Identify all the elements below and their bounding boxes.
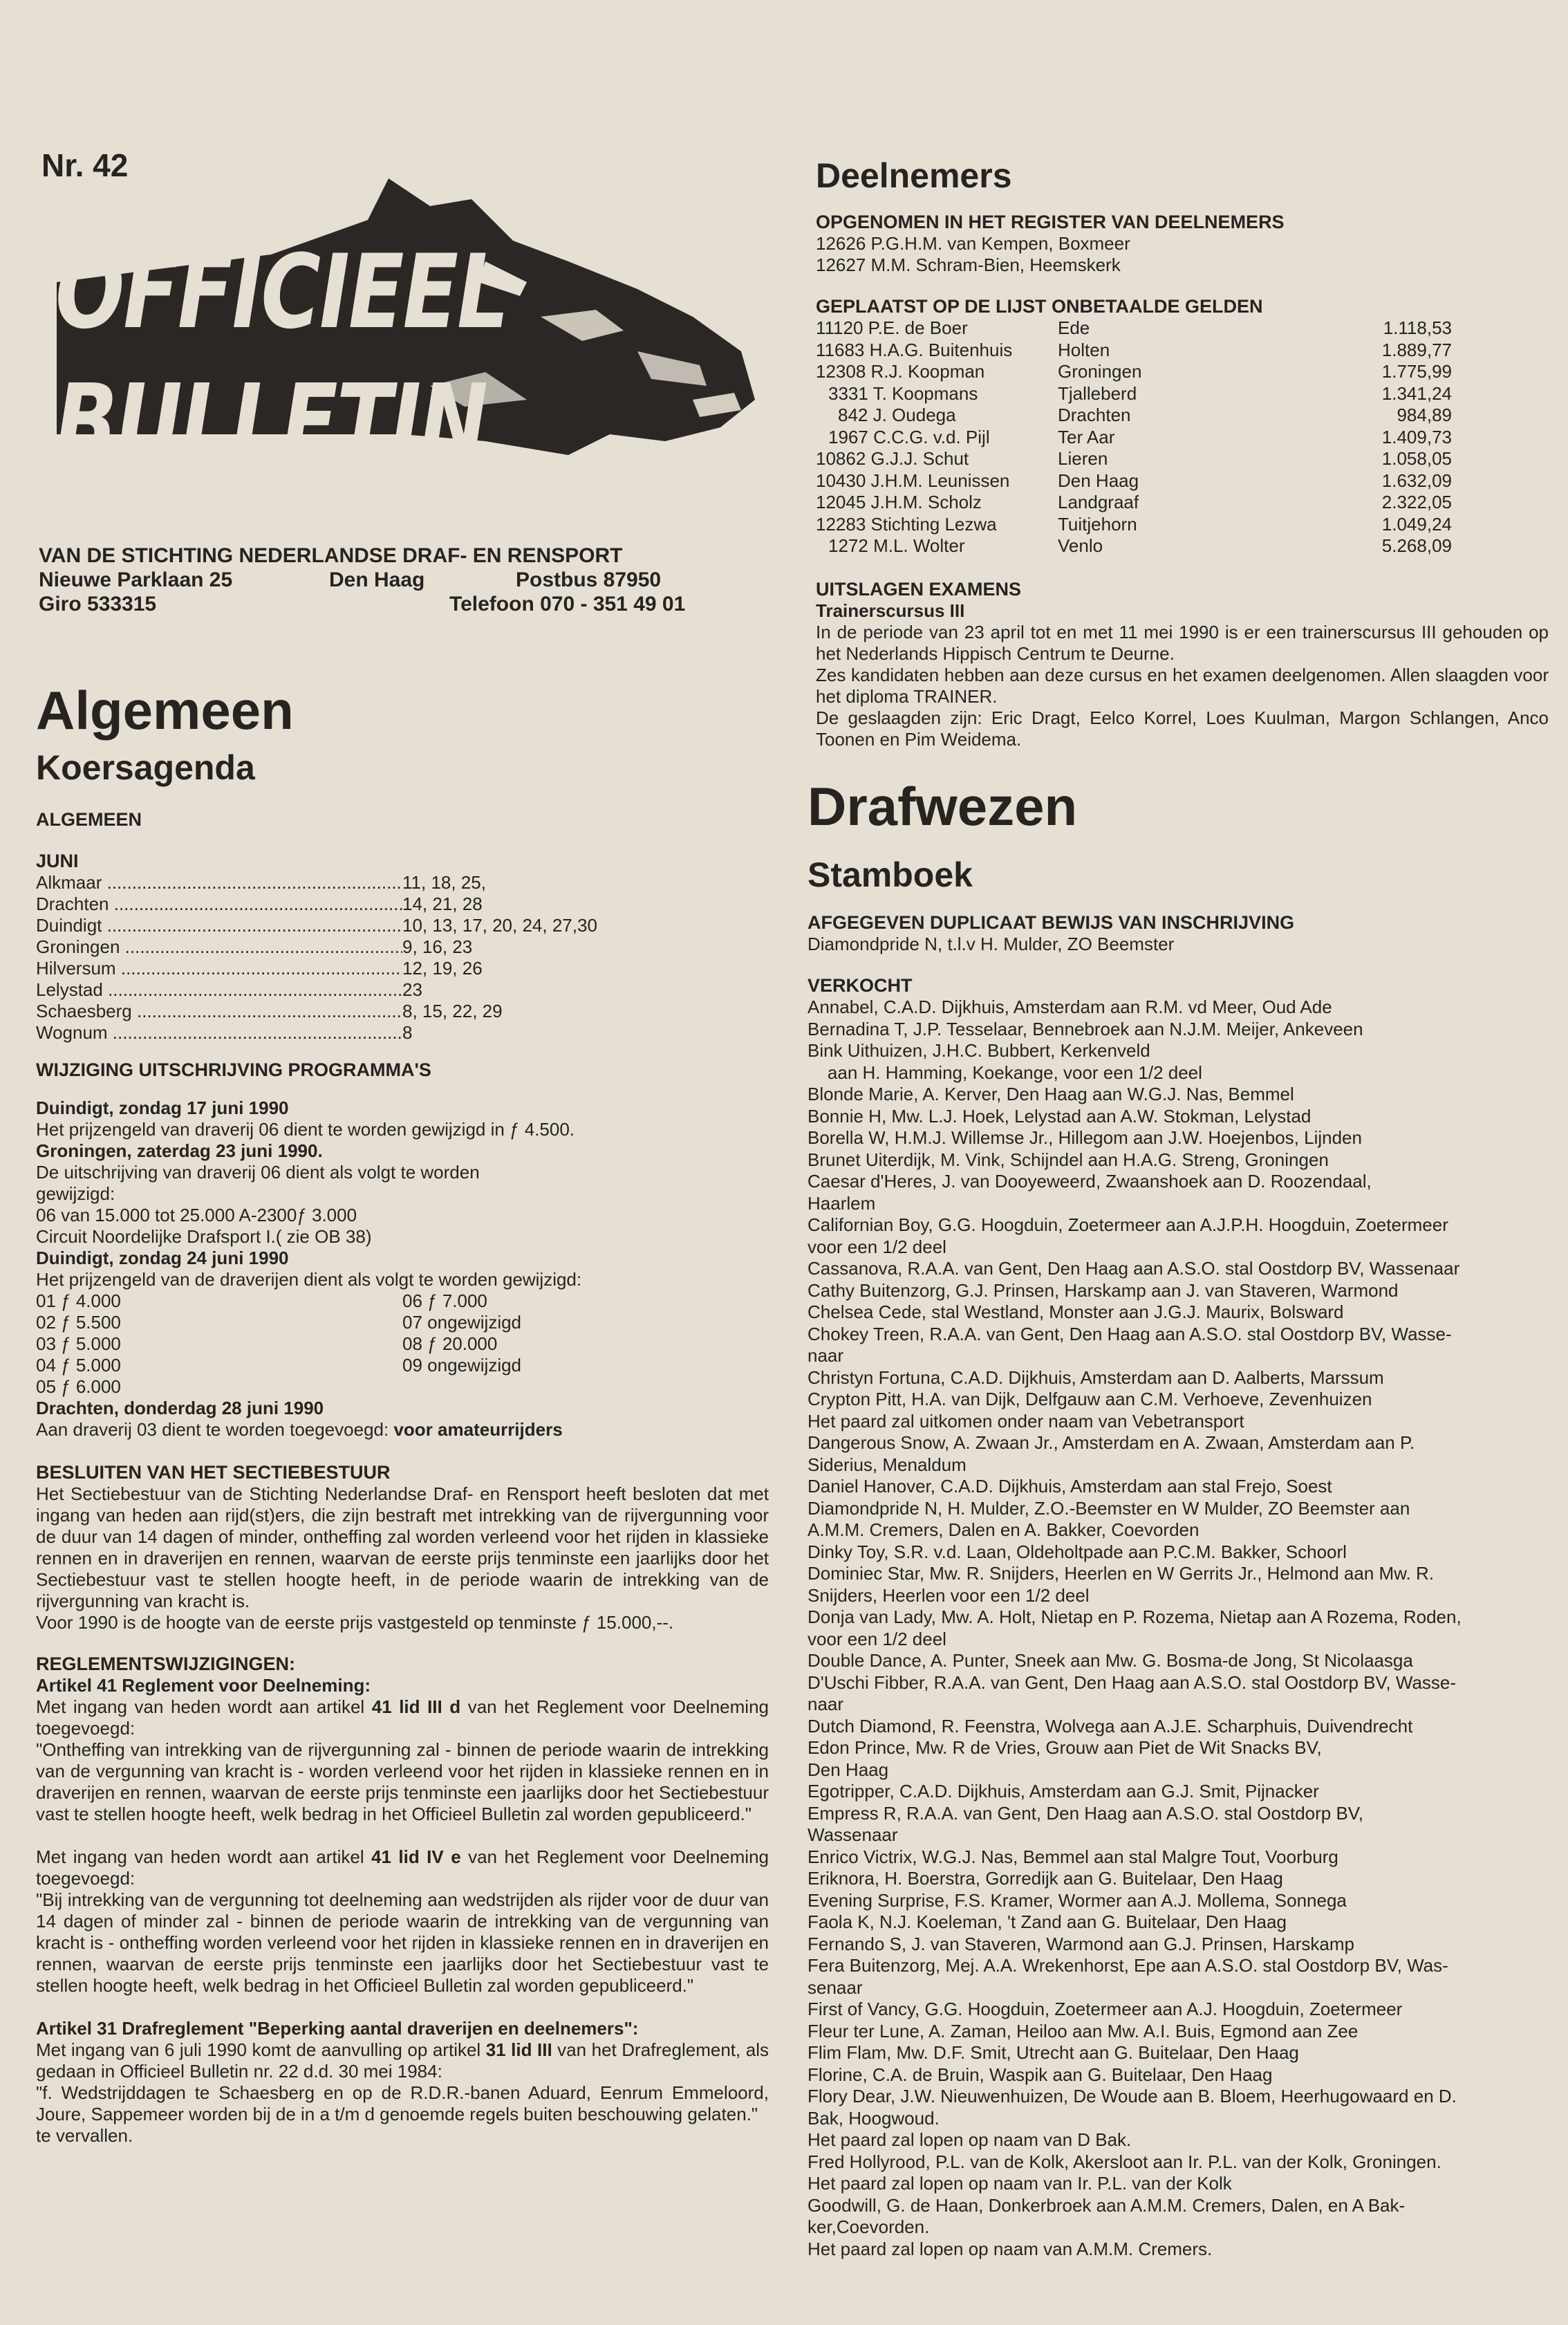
article-quote: "Ontheffing van intrekking van de rijvergunning zal - binnen de periode waarin de intrekking van de vergunning van kracht is - worden verleend voor het rijden in klassieke rennen en in draverijen en rennen, waarvan de eerste prijs tenminste een jaarlijks door het Sectiebestuur vast te stellen hoogte heeft, welk bedrag in het Officieel Bulletin zal worden gepubliceerd.": [36, 1739, 769, 1824]
issue-number: Nr. 42: [41, 147, 129, 183]
algemeen-section: [36, 681, 769, 2147]
deelnemers-title: Deelnemers: [816, 156, 1012, 195]
wijziging-block: [36, 1097, 769, 1441]
event-text: Het prijzengeld van de draverijen dient als volgt te worden gewijzigd:: [36, 1269, 582, 1290]
list-item: Groningen ..... 9, 16, 23: [36, 936, 769, 958]
event-text: gewijzigd:: [36, 1183, 115, 1204]
event-text: 06 van 15.000 tot 25.000 A-2300ƒ 3.000: [36, 1205, 357, 1225]
list-item: Drachten ..... 14, 21, 28: [36, 893, 769, 915]
event-title: Duindigt, zondag 17 juni 1990: [36, 1097, 289, 1118]
article-title: Artikel 41 Reglement voor Deelneming:: [36, 1675, 371, 1696]
event-text: Aan draverij 03 dient te worden toegevoegd: voor amateurrijders: [36, 1419, 563, 1440]
duplicaat-text: Diamondpride N, t.l.v H. Mulder, ZO Beemster: [808, 934, 1175, 954]
besluiten-heading: BESLUITEN VAN HET SECTIEBESTUUR: [36, 1462, 391, 1483]
event-title: Groningen, zaterdag 23 juni 1990.: [36, 1140, 323, 1161]
examens-subheading: Trainerscursus III: [816, 600, 965, 621]
publisher-address: Nieuwe Parklaan 25: [39, 568, 233, 591]
agenda-list: [36, 872, 769, 1044]
event-text: Het prijzengeld van draverij 06 dient te worden gewijzigd in ƒ 4.500.: [36, 1119, 575, 1140]
examens-paragraph: In de periode van 23 april tot en met 11 mei 1990 is er een trainerscursus III gehouden op het Nederlands Hippisch Centrum te Deurne.: [816, 621, 1549, 664]
article-text: Met ingang van heden wordt aan artikel 41 lid IV e van het Reglement voor Deelneming toegevoegd:: [36, 1846, 769, 1889]
event-text: Circuit Noordelijke Drafsport I.( zie OB 38): [36, 1226, 372, 1247]
publisher-giro: Giro 533315: [39, 593, 157, 615]
onbetaald-table: 11120 P.E. de Boer Ede 1.118,53 11683 H.A.G. Buitenhuis Holten 1.889,77 12308 R.J. Koopman Groningen 1.775,99 3331 T. Koopmans Tjalleberd 1.341,24 842 J. Oudega Drachten 984,89 1967 C.C.G. v.d. Pijl Ter Aar 1.409,73 10862 G.J.J. Schut Lieren 1.058,05 10430 J.H.M. Leunissen Den Haag 1.632,09 12045 J.H.M. Scholz Landgraaf 2.322,05 12283 Stichting Lezwa Tuitjehorn 1.049,24 1272 M.L. Wolter Venlo 5.268,09: [816, 317, 1452, 556]
publisher-block: [39, 544, 702, 616]
reglement-heading: REGLEMENTSWIJZIGINGEN:: [36, 1654, 296, 1674]
register-heading: OPGENOMEN IN HET REGISTER VAN DEELNEMERS: [816, 212, 1285, 232]
article-title: Artikel 31 Drafreglement "Beperking aantal draverijen en deelnemers":: [36, 2018, 639, 2039]
event-text: De uitschrijving van draverij 06 dient als volgt te worden: [36, 1162, 480, 1183]
besluiten-paragraph: Het Sectiebestuur van de Stichting Nederlandse Draf- en Rensport heeft besloten dat met ingang van heden aan rijd(st)ers, die zijn bestraft met intrekking van de rijvergunning voor de duur van 14 dagen of minder, ontheffing zal worden verleend voor het rijden in klassieke rennen en in draverijen en rennen, waarvan de eerste prijs tenminste een jaarlijks door het Sectiebestuur vast te stellen hoogte heeft, in de periode waarin de intrekking van de rijvergunning van kracht is.: [36, 1483, 769, 1611]
list-item: Lelystad ..... 23: [36, 979, 769, 1001]
examens-paragraph: Zes kandidaten hebben aan deze cursus en het examen deelgenomen. Allen slaagden voor het diploma TRAINER.: [816, 664, 1549, 707]
prize-table: 01 ƒ 4.000 06 ƒ 7.000 02 ƒ 5.500 07 ongewijzigd 03 ƒ 5.000 08 ƒ 20.000 04 ƒ 5.000 09 ongewijzigd 05 ƒ 6.000: [36, 1290, 522, 1397]
drafwezen-section: [808, 777, 1540, 2260]
duplicaat-heading: AFGEGEVEN DUPLICAAT BEWIJS VAN INSCHRIJVING: [808, 912, 1295, 933]
month-heading: JUNI: [36, 851, 79, 871]
verkocht-list: Annabel, C.A.D. Dijkhuis, Amsterdam aan R.M. vd Meer, Oud Ade Bernadina T, J.P. Tesselaar, Bennebroek aan N.J.M. Meijer, Ankeveen Bink Uithuizen, J.H.C. Bubbert, Kerkenveld aan H. Hamming, Koekange, voor een 1/2 deel Blonde Marie, A. Kerver, Den Haag aan W.G.J. Nas, Bemmel Bonnie H, Mw. L.J. Hoek, Lelystad aan A.W. Stokman, Lelystad Borella W, H.M.J. Willemse Jr., Hillegom aan J.W. Hoejenbos, Lijnden Brunet Uiterdijk, M. Vink, Schijndel aan H.A.G. Streng, Groningen Caesar d'Heres, J. van Dooyeweerd, Zwaanshoek aan D. Roozendaal, Haarlem Californian Boy, G.G. Hoogduin, Zoetermeer aan A.J.P.H. Hoogduin, Zoetermeer voor een 1/2 deel Cassanova, R.A.A. van Gent, Den Haag aan A.S.O. stal Oostdorp BV, Wassenaar Cathy Buitenzorg, G.J. Prinsen, Harskamp aan J. van Staveren, Warmond Chelsea Cede, stal Westland, Monster aan J.G.J. Maurix, Bolsward Chokey Treen, R.A.A. van Gent, Den Haag aan A.S.O. stal Oostdorp BV, Wasse- naar Christyn Fortuna, C.A.D. Dijkhuis, Amsterdam aan D. Aalberts, Marssum Crypton Pitt, H.A. van Dijk, Delfgauw aan C.M. Verhoeve, Zevenhuizen Het paard zal uitkomen onder naam van Vebetransport Dangerous Snow, A. Zwaan Jr., Amsterdam en A. Zwaan, Amsterdam aan P. Siderius, Menaldum Daniel Hanover, C.A.D. Dijkhuis, Amsterdam aan stal Frejo, Soest Diamondpride N, H. Mulder, Z.O.-Beemster en W Mulder, ZO Beemster aan A.M.M. Cremers, Dalen en A. Bakker, Coevorden Dinky Toy, S.R. v.d. Laan, Oldeholtpade aan P.C.M. Bakker, Schoorl Dominiec Star, Mw. R. Snijders, Heerlen en W Gerrits Jr., Helmond aan Mw. R. Snijders, Heerlen voor een 1/2 deel Donja van Lady, Mw. A. Holt, Nietap en P. Rozema, Nietap aan A Rozema, Roden, voor een 1/2 deel Double Dance, A. Punter, Sneek aan Mw. G. Bosma-de Jong, St Nicolaasga D'Uschi Fibber, R.A.A. van Gent, Den Haag aan A.S.O. stal Oostdorp BV, Wasse- naar Dutch Diamond, R. Feenstra, Wolvega aan A.J.E. Scharphuis, Duivendrecht Edon Prince, Mw. R de Vries, Grouw aan Piet de Wit Snacks BV, Den Haag Egotripper, C.A.D. Dijkhuis, Amsterdam aan G.J. Smit, Pijnacker Empress R, R.A.A. van Gent, Den Haag aan A.S.O. stal Oostdorp BV, Wassenaar Enrico Victrix, W.G.J. Nas, Bemmel aan stal Malgre Tout, Voorburg Eriknora, H. Boerstra, Gorredijk aan G. Buitelaar, Den Haag Evening Surprise, F.S. Kramer, Wormer aan A.J. Mollema, Sonnega Faola K, N.J. Koeleman, 't Zand aan G. Buitelaar, Den Haag Fernando S, J. van Staveren, Warmond aan G.J. Prinsen, Harskamp Fera Buitenzorg, Mej. A.A. Wrekenhorst, Epe aan A.S.O. stal Oostdorp BV, Was- senaar First of Vancy, G.G. Hoogduin, Zoetermeer aan A.J. Hoogduin, Zoetermeer Fleur ter Lune, A. Zaman, Heiloo aan Mw. A.I. Buis, Egmond aan Zee Flim Flam, Mw. D.F. Smit, Utrecht aan G. Buitelaar, Den Haag Florine, C.A. de Bruin, Waspik aan G. Buitelaar, Den Haag Flory Dear, J.W. Nieuwenhuizen, De Woude aan B. Bloem, Heerhugowaard en D. Bak, Hoogwoud. Het paard zal lopen op naam van D Bak. Fred Hollyrood, P.L. van de Kolk, Akersloot aan Ir. P.L. van der Kolk, Groningen. Het paard zal lopen op naam van Ir. P.L. van der Kolk Goodwill, G. de Haan, Donkerbroek aan A.M.M. Cremers, Dalen, en A Bak- ker,Coevorden. Het paard zal lopen op naam van A.M.M. Cremers.: [808, 997, 1462, 2259]
list-item: 12627 M.M. Schram-Bien, Heemskerk: [816, 254, 1121, 275]
verkocht-heading: VERKOCHT: [808, 975, 913, 996]
publisher-name: VAN DE STICHTING NEDERLANDSE DRAF- EN RENSPORT: [39, 544, 623, 567]
article-quote: "Bij intrekking van de vergunning tot deelneming aan wedstrijden als rijder voor de duur van 14 dagen of minder zal - binnen de periode waarin de intrekking van de vergunning van kracht is - ontheffing worden verleend voor het rijden in klassieke rennen en in draverijen en rennen, waarvan de eerste prijs tenminste een jaarlijks door het Sectiebestuur vast te stellen hoogte heeft, welk bedrag in het Officieel Bulletin zal worden gepubliceerd.": [36, 1889, 769, 1996]
list-item: Duindigt ..... 10, 13, 17, 20, 24, 27,30: [36, 915, 769, 936]
wijziging-heading: WIJZIGING UITSCHRIJVING PROGRAMMA'S: [36, 1059, 431, 1080]
article-text: Met ingang van heden wordt aan artikel 41 lid III d van het Reglement voor Deelneming toegevoegd:: [36, 1696, 769, 1739]
koersagenda-title: Koersagenda: [36, 748, 255, 787]
logo-text-line1: OFFICIEEL: [55, 232, 508, 351]
examens-heading: UITSLAGEN EXAMENS: [816, 578, 1022, 600]
list-item: Wognum ..... 8: [36, 1022, 769, 1044]
event-title: Drachten, donderdag 28 juni 1990: [36, 1398, 324, 1418]
onbetaald-heading: GEPLAATST OP DE LIJST ONBETAALDE GELDEN: [816, 296, 1263, 317]
deelnemers-section: [816, 156, 1549, 750]
publisher-city: Den Haag: [329, 568, 425, 591]
list-item: 12626 P.G.H.M. van Kempen, Boxmeer: [816, 233, 1130, 254]
list-item: Alkmaar ..... 11, 18, 25,: [36, 872, 769, 893]
drafwezen-title: Drafwezen: [808, 776, 1078, 837]
article-quote: "f. Wedstrijddagen te Schaesberg en op de R.D.R.-banen Aduard, Eenrum Emmeloord, Joure, Sappemeer worden bij de in a t/m d genoemde regels buiten beschouwing gelaten.": [36, 2082, 769, 2124]
stamboek-title: Stamboek: [808, 855, 973, 894]
publisher-postbus: Postbus 87950: [516, 568, 662, 591]
algemeen-subheading: ALGEMEEN: [36, 809, 142, 830]
logo-text-line2: BULLETIN: [55, 362, 487, 481]
examens-paragraph: De geslaagden zijn: Eric Dragt, Eelco Korrel, Loes Kuulman, Margon Schlangen, Anco Toonen en Pim Weidema.: [816, 707, 1549, 750]
list-item: Schaesberg ..... 8, 15, 22, 29: [36, 1001, 769, 1022]
algemeen-title: Algemeen: [36, 680, 294, 741]
article-text: te vervallen.: [36, 2125, 133, 2146]
article-text: Met ingang van 6 juli 1990 komt de aanvulling op artikel 31 lid III van het Drafreglement, als gedaan in Officieel Bulletin nr. 22 d.d. 30 mei 1984:: [36, 2039, 769, 2082]
event-title: Duindigt, zondag 24 juni 1990: [36, 1248, 289, 1268]
besluiten-paragraph: Voor 1990 is de hoogte van de eerste prijs vastgesteld op tenminste ƒ 15.000,--.: [36, 1612, 674, 1633]
list-item: Hilversum ..... 12, 19, 26: [36, 958, 769, 979]
bulletin-logo: [43, 178, 762, 481]
publisher-phone: Telefoon 070 - 351 49 01: [449, 593, 686, 615]
